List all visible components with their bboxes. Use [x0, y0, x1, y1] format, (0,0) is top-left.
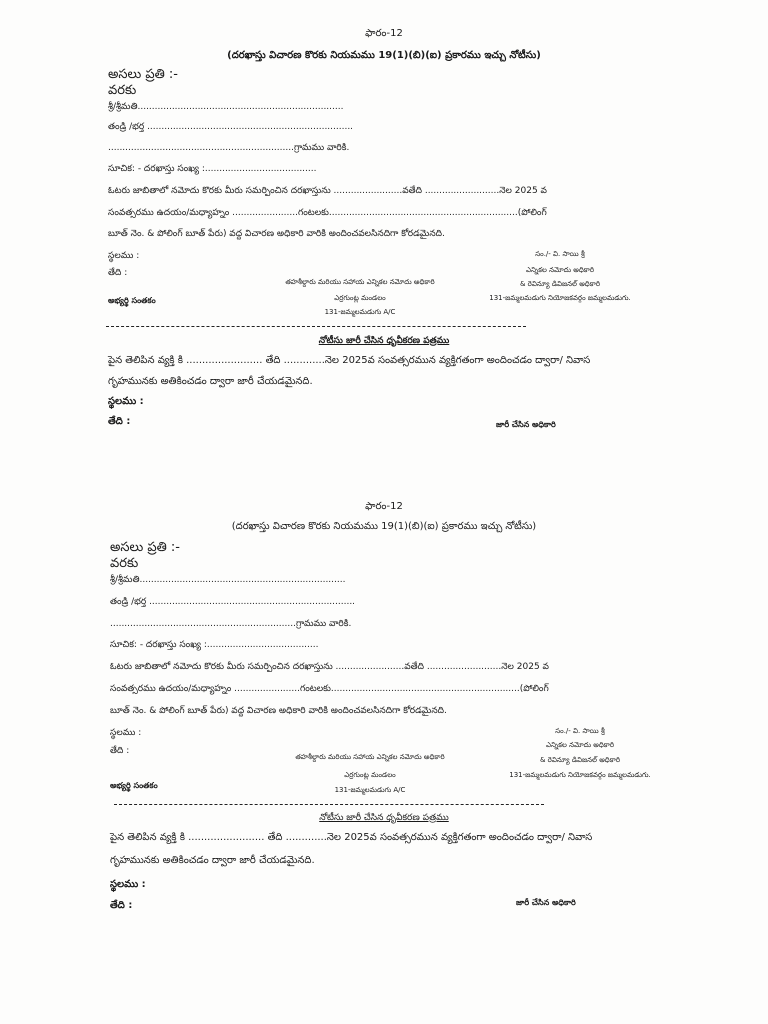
issuing-officer-label: జారీ చేసిన అధికారి	[496, 420, 556, 429]
to-label: వరకు	[110, 556, 139, 571]
name-line: శ్రీ/శ్రీమతి........................................................................	[110, 575, 346, 585]
body-line-2: సంవత్సరము ఉదయం/మధ్యాహ్నం .......................గంటలకు..................................................................(పోలింగ్	[108, 208, 547, 218]
ero-line-2: ఎన్నికల నమోదు అధికారి	[525, 266, 595, 274]
tahsildar-line-2: ఎర్రగుంట్ల మండలం	[344, 771, 396, 779]
to-label: వరకు	[108, 83, 137, 98]
ero-line-1: సం./- వి. సాయి శ్రీ	[555, 727, 605, 735]
original-copy-label: అసలు ప్రతి :-	[110, 540, 180, 555]
acknowledgement-line-2: గృహమునకు అతికించడం ద్వారా జారీ చేయడమైనది.	[110, 855, 315, 866]
acknowledgement-date: తేది :	[108, 416, 131, 427]
place-label: స్థలము :	[108, 251, 140, 261]
body-line-2: సంవత్సరము ఉదయం/మధ్యాహ్నం .......................గంటలకు..................................................................(పోలింగ్	[110, 684, 549, 694]
original-copy-label: అసలు ప్రతి :-	[108, 67, 178, 82]
village-line: .................................................................గ్రామము వారికి.	[110, 619, 352, 629]
reference-line: సూచిక: - దరఖాస్తు సంఖ్య :.......................................	[108, 164, 317, 174]
date-label: తేది :	[108, 268, 128, 278]
form-title: ఫారం-12	[365, 28, 403, 39]
form-title: ఫారం-12	[365, 501, 403, 512]
body-line-3: బూత్ నెం. & పోలింగ్ బూత్ పేరు) వద్ద విచారణ అధికారి వారికి అందించవలసినదిగా కోరడమైనది.	[110, 706, 447, 716]
father-line: తండ్రి /భర్త ........................................................................	[110, 597, 356, 607]
ero-line-1: సం./- వి. సాయి శ్రీ	[535, 250, 585, 258]
ero-line-2: ఎన్నికల నమోదు అధికారి	[545, 741, 615, 749]
acknowledgement-place: స్థలము :	[110, 879, 146, 890]
form-copy-2	[0, 495, 768, 995]
ero-line-3: & రెవిన్యూ డివిజనల్ అధికారి	[520, 280, 600, 288]
acknowledgement-place: స్థలము :	[108, 396, 144, 407]
body-line-1: ఓటరు జాబితాలో నమోదు కొరకు మీరు సమర్పించిన దరఖాస్తును ........................వతేది ..........................నెల 2025 వ	[110, 662, 549, 672]
acknowledgement-line-1: పైన తెలిపిన వ్యక్తి కి ........................ తేది .............నెల 2025వ సంవత్సరమున వ్యక్తిగతంగా అందించడం ద్వారా/ నివాస	[110, 832, 593, 843]
tahsildar-line-1: తహశీల్దారు మరియు సహాయ ఎన్నికల నమోదు అధికారి	[295, 753, 445, 761]
acknowledgement-date: తేది :	[110, 900, 133, 911]
form-subtitle: (దరఖాస్తు విచారణ కొరకు నియమము 19(1)(బి)(ఐ) ప్రకారము ఇచ్చు నోటీసు)	[227, 50, 541, 61]
date-label: తేది :	[110, 746, 130, 756]
name-line: శ్రీ/శ్రీమతి........................................................................	[108, 102, 344, 112]
father-line: తండ్రి /భర్త ........................................................................	[108, 122, 354, 132]
tahsildar-line-2: ఎర్రగుంట్ల మండలం	[334, 294, 386, 302]
acknowledgement-line-2: గృహమునకు అతికించడం ద్వారా జారీ చేయడమైనది.	[108, 376, 313, 387]
ero-line-3: & రెవిన్యూ డివిజనల్ అధికారి	[540, 756, 620, 764]
separator-rule	[114, 804, 544, 805]
tahsildar-line-3: 131-జమ్మలమడుగు A/C	[334, 786, 406, 794]
body-line-1: ఓటరు జాబితాలో నమోదు కొరకు మీరు సమర్పించిన దరఖాస్తును ........................వతేది ..........................నెల 2025 వ	[108, 186, 547, 196]
reference-line: సూచిక: - దరఖాస్తు సంఖ్య :.......................................	[110, 640, 319, 650]
village-line: .................................................................గ్రామము వారికి.	[108, 143, 350, 153]
body-line-3: బూత్ నెం. & పోలింగ్ బూత్ పేరు) వద్ద విచారణ అధికారి వారికి అందించవలసినదిగా కోరడమైనది.	[108, 229, 445, 239]
ero-line-4: 131-జమ్మలమడుగు నియోజకవర్గం జమ్మలమడుగు.	[489, 294, 631, 302]
acknowledgement-title: నోటీసు జారీ చేసిన ధృవీకరణ పత్రము	[319, 813, 449, 823]
acknowledgement-title: నోటీసు జారీ చేసిన ధృవీకరణ పత్రము	[318, 336, 450, 346]
form-copy-1	[0, 0, 768, 500]
applicant-signature-label: అభ్యర్థి సంతకం	[108, 296, 156, 305]
place-label: స్థలము :	[110, 728, 142, 738]
separator-rule	[106, 326, 526, 327]
ero-line-4: 131-జమ్మలమడుగు నియోజకవర్గం జమ్మలమడుగు.	[509, 771, 651, 779]
acknowledgement-line-1: పైన తెలిపిన వ్యక్తి కి ........................ తేది .............నెల 2025వ సంవత్సరమున వ్యక్తిగతంగా అందించడం ద్వారా/ నివాస	[108, 355, 591, 366]
tahsildar-line-1: తహశీల్దారు మరియు సహాయ ఎన్నికల నమోదు అధికారి	[285, 278, 435, 286]
applicant-signature-label: అభ్యర్థి సంతకం	[110, 781, 158, 790]
issuing-officer-label: జారీ చేసిన అధికారి	[516, 898, 576, 907]
tahsildar-line-3: 131-జమ్మలమడుగు A/C	[324, 308, 396, 316]
form-subtitle: (దరఖాస్తు విచారణ కొరకు నియమము 19(1)(బి)(ఐ) ప్రకారము ఇచ్చు నోటీసు)	[231, 521, 537, 532]
